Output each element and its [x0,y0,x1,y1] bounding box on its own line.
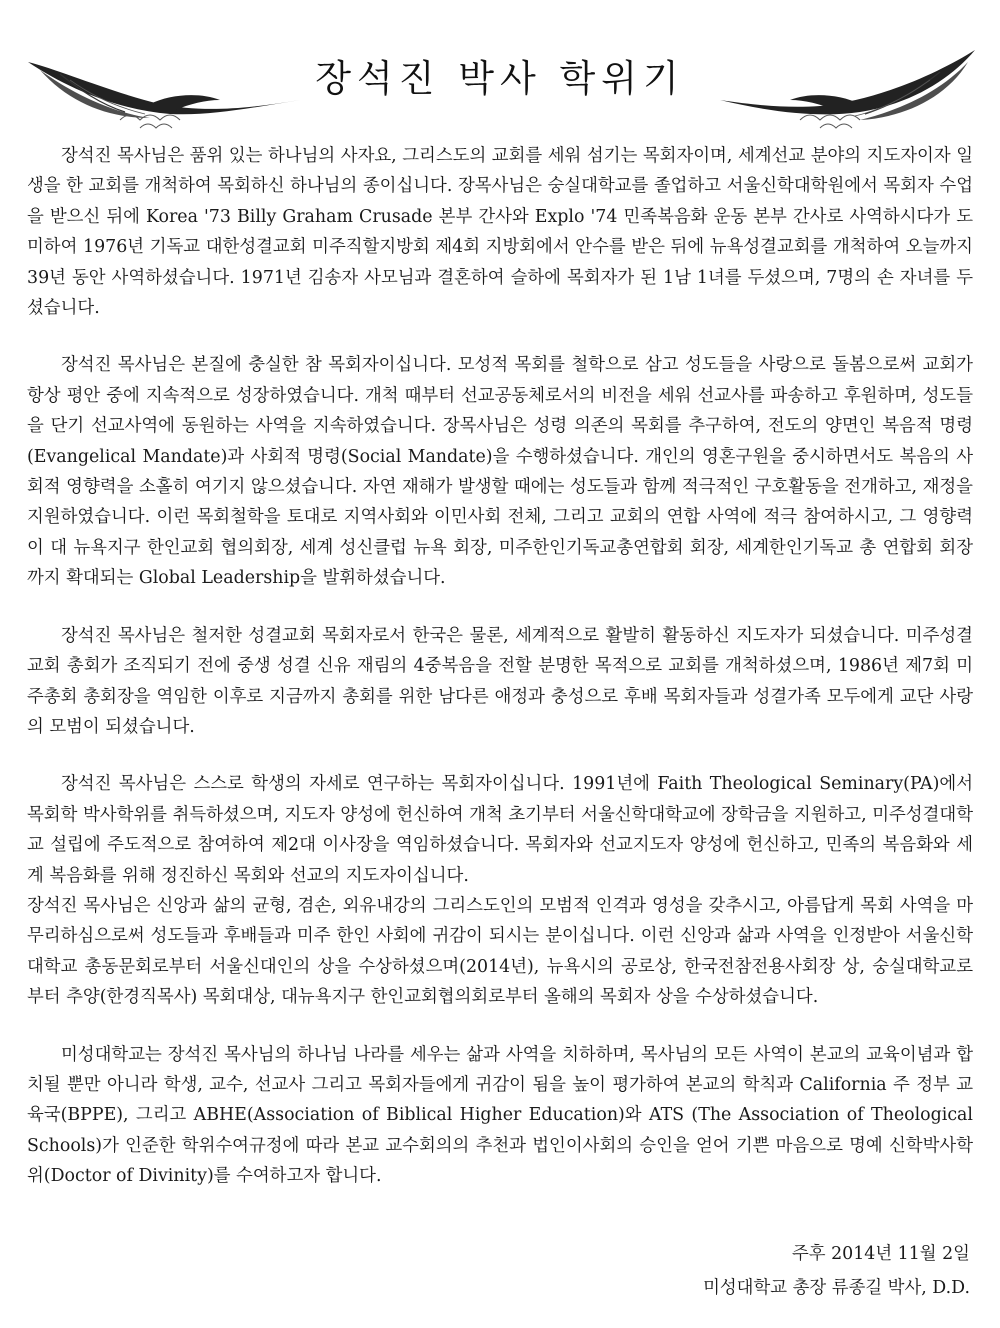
header-banner [0,0,1000,140]
left-cloud-ornament [120,115,180,128]
signature-block [703,1237,970,1305]
paragraph-awards: 장석진 목사님은 신앙과 삶의 균형, 겸손, 외유내강의 그리스도인의 모범적 인격과 영성을 갖추시고, 아름답게 목회 사역을 마무리하심으로써 성도들과 후배들과 미주 한인 사회에 귀감이 되시는 분이십니다. 이런 신앙과 삶과 사역을 인정받아 서울신학대학교 총동문회로부터 서울신대인의 상을 수상하셨으며(2014년), 뉴욕시의 공로상, 한국전참전용사회장 상, 숭실대학교로부터 추양(한경직목사) 목회대상, 대뉴욕지구 한인교회협의회로부터 올해의 목회자 상을 수상하셨습니다. [27,895,973,1008]
signature-date: 주후 2014년 11월 2일 [791,1244,970,1264]
signature-signer: 미성대학교 총장 류종길 박사, D.D. [703,1278,970,1298]
page-title: 장석진 박사 학위기 [315,57,685,100]
paragraph-biography: 장석진 목사님은 품위 있는 하나님의 사자요, 그리스도의 교회를 세워 섬기는 목회자이며, 세계선교 분야의 지도자이자 일생을 한 교회를 개척하여 목회하신 하나님의 종이십니다. 장목사님은 숭실대학교를 졸업하고 서울신학대학원에서 목회자 수업을 받으신 뒤에 Korea '73 Billy Graham Crusade 본부 간사와 Explo '74 민족복음화 운동 본부 간사로 사역하시다가 도미하여 1976년 기독교 대한성결교회 미주직할지방회 제4회 지방회에서 안수를 받은 뒤에 뉴욕성결교회를 개척하여 오늘까지 39년 동안 사역하셨습니다. 1971년 김송자 사모님과 결혼하여 슬하에 목회자가 된 1남 1녀를 두셨으며, 7명의 손 자녀를 두셨습니다. [27,146,973,319]
paragraph-ministry: 장석진 목사님은 본질에 충실한 참 목회자이십니다. 모성적 목회를 철학으로 삼고 성도들을 사랑으로 돌봄으로써 교회가 항상 평안 중에 지속적으로 성장하였습니다. 개척 때부터 선교공동체로서의 비전을 세워 선교사를 파송하고 후원하며, 성도들을 단기 선교사역에 동원하는 사역을 지속하였습니다. 장목사님은 성령 의존의 목회를 추구하여, 전도의 양면인 복음적 명령(Evangelical Mandate)과 사회적 명령(Social Mandate)을 수행하셨습니다. 개인의 영혼구원을 중시하면서도 복음의 사회적 영향력을 소홀히 여기지 않으셨습니다. 자연 재해가 발생할 때에는 성도들과 함께 적극적인 구호활동을 전개하고, 재정을 지원하였습니다. 이런 목회철학을 토대로 지역사회와 이민사회 전체, 그리고 교회의 연합 사역에 적극 참여하시고, 그 영향력이 대 뉴욕지구 한인교회 협의회장, 세계 성신클럽 뉴욕 회장, 미주한인기독교총연합회 회장, 세계한인기독교 총 연합회 회장 까지 확대되는 Global Leadership을 발휘하셨습니다. [27,355,973,589]
paragraph-holiness-church: 장석진 목사님은 철저한 성결교회 목회자로서 한국은 물론, 세계적으로 활발히 활동하신 지도자가 되셨습니다. 미주성결교회 총회가 조직되기 전에 중생 성결 신유 재림의 4중복음을 전할 분명한 목적으로 교회를 개척하셨으며, 1986년 제7회 미주총회 총회장을 역임한 이후로 지금까지 총회를 위한 남다른 애정과 충성으로 후배 목회자들과 성결가족 모두에게 교단 사랑의 모범이 되셨습니다. [27,625,973,737]
paragraph-education: 장석진 목사님은 스스로 학생의 자세로 연구하는 목회자이십니다. 1991년에 Faith Theological Seminary(PA)에서 목회학 박사학위를 취득하셨으며, 지도자 양성에 헌신하여 개척 초기부터 서울신학대학교에 장학금을 지원하고, 미주성결대학교 설립에 주도적으로 참여하여 제2대 이사장을 역임하셨습니다. 목회자와 선교지도자 양성에 헌신하고, 민족의 복음화와 세계 복음화를 위해 정진하신 목회와 선교의 지도자이십니다. [27,774,973,886]
paragraph-degree-conferral: 미성대학교는 장석진 목사님의 하나님 나라를 세우는 삶과 사역을 치하하며, 목사님의 모든 사역이 본교의 교육이념과 합치될 뿐만 아니라 학생, 교수, 선교사 그리고 목회자들에게 귀감이 됨을 높이 평가하여 본교의 학칙과 California 주 정부 교육국(BPPE), 그리고 ABHE(Association of Biblical Higher Education)와 ATS (The Association of Theological Schools)가 인준한 학위수여규정에 따라 본교 교수회의의 추천과 법인이사회의 승인을 얻어 기쁜 마음으로 명예 신학박사학위(Doctor of Divinity)를 수여하고자 합니다. [27,1044,973,1187]
right-cloud-ornament [800,115,860,128]
document-body [27,141,973,1219]
